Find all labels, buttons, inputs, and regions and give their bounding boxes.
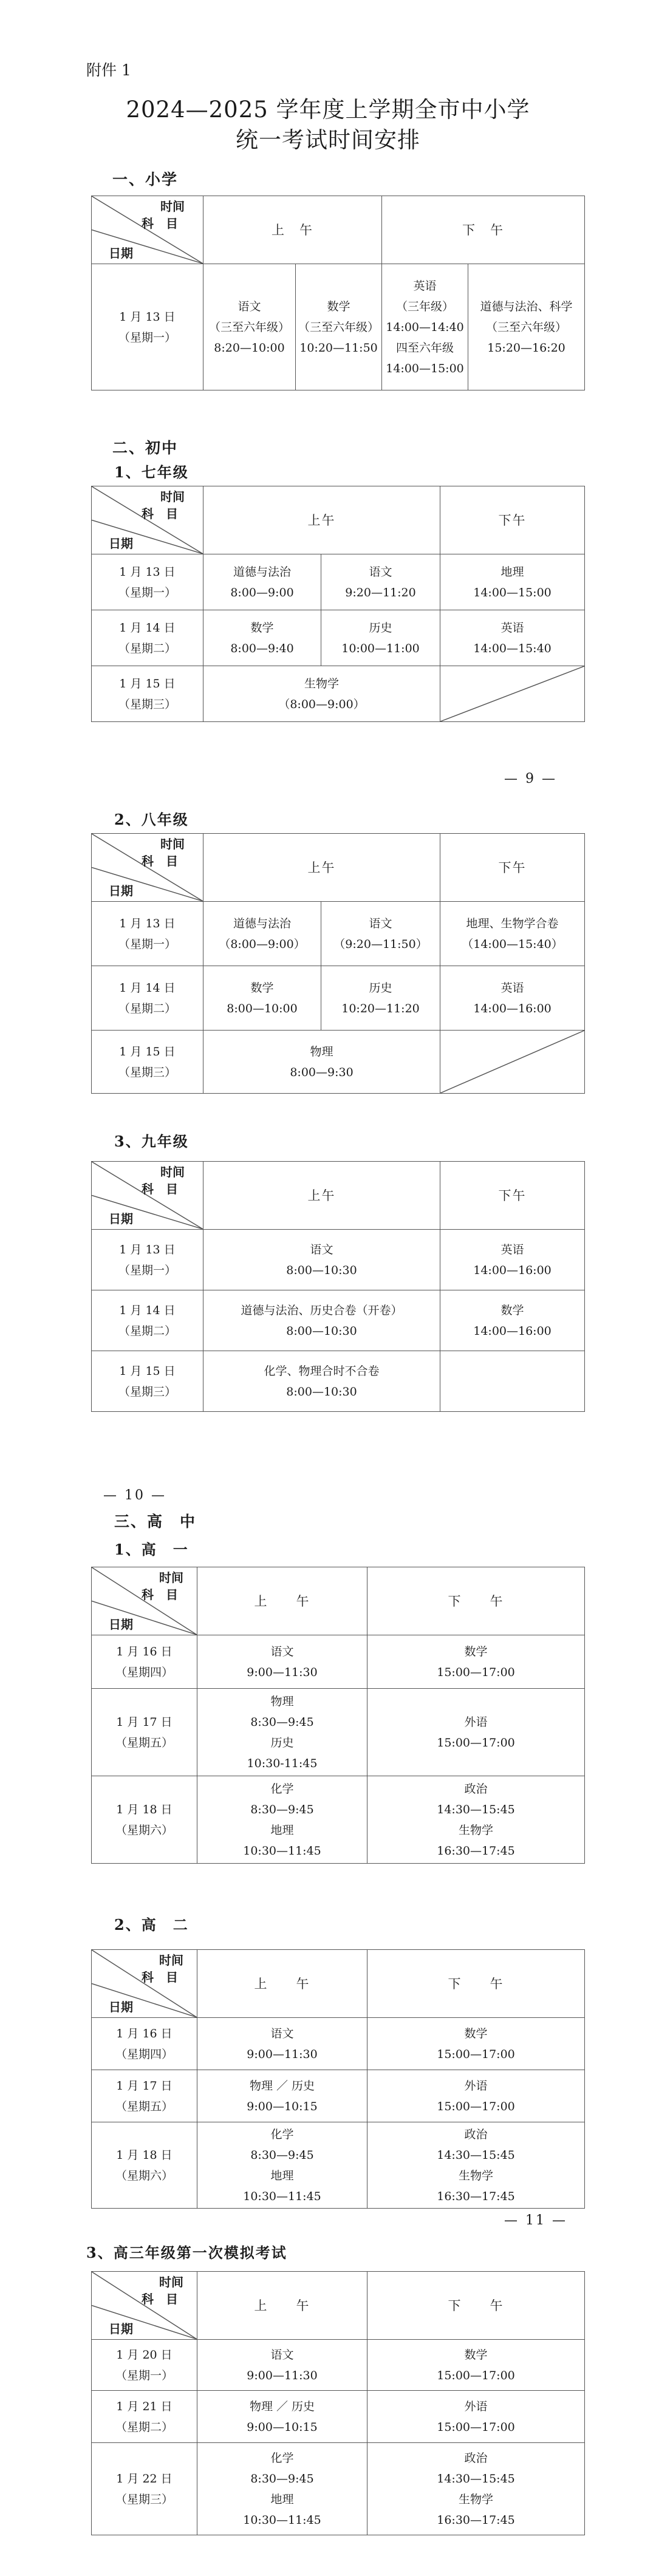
senior1-schedule-table: [91, 1567, 585, 1864]
exam-cell: 语文 （9:20—11:50）: [321, 902, 440, 966]
date-cell: 1 月 15 日 （星期三）: [92, 666, 203, 722]
exam-cell: 数学 14:00—16:00: [440, 1290, 585, 1351]
exam-cell: 生物学 （8:00—9:00）: [203, 666, 440, 722]
header-afternoon: 下午: [440, 834, 585, 902]
section-heading-primary: 一、小学: [112, 171, 179, 188]
exam-cell: 数学 （三至六年级） 10:20—11:50: [296, 264, 382, 390]
exam-cell: 语文 （三至六年级） 8:20—10:00: [203, 264, 296, 390]
date-cell: 1 月 17 日 （星期五）: [92, 2070, 197, 2122]
date-cell: 1 月 13 日 （星期一）: [92, 264, 203, 390]
header-morning: 上 午: [197, 1567, 367, 1635]
exam-cell: 英语 14:00—16:00: [440, 966, 585, 1031]
exam-cell: 物理 ／ 历史 9:00—10:15: [197, 2070, 367, 2122]
subsection-heading-grade9: 3、九年级: [114, 1133, 189, 1150]
empty-slash-cell: [440, 1031, 585, 1094]
grade8-schedule-table: [91, 833, 585, 1094]
exam-cell: 数学 8:00—9:40: [203, 610, 321, 666]
header-morning: 上午: [203, 486, 440, 554]
exam-cell: 数学 15:00—17:00: [367, 2340, 585, 2391]
date-cell: 1 月 21 日 （星期二）: [92, 2391, 197, 2443]
empty-slash-cell: [440, 666, 585, 722]
table-corner: 时间 科 目 日期: [92, 196, 203, 264]
header-morning: 上 午: [197, 1950, 367, 2018]
subsection-heading-senior1: 1、高 一: [114, 1541, 189, 1558]
page-number-9: — 9 —: [504, 771, 557, 786]
header-afternoon: 下 午: [367, 1950, 585, 2018]
exam-cell: 语文 8:00—10:30: [203, 1230, 440, 1290]
header-morning: 上午: [203, 834, 440, 902]
exam-cell: 历史 10:20—11:20: [321, 966, 440, 1031]
primary-schedule-table: [91, 196, 585, 390]
exam-cell: 外语 15:00—17:00: [367, 2070, 585, 2122]
exam-cell: 道德与法治 （8:00—9:00）: [203, 902, 321, 966]
date-cell: 1 月 14 日 （星期二）: [92, 1290, 203, 1351]
empty-cell: [440, 1351, 585, 1412]
grade9-schedule-table: [91, 1161, 585, 1412]
header-morning: 上 午: [197, 2272, 367, 2340]
date-cell: 1 月 16 日 （星期四）: [92, 2018, 197, 2070]
exam-cell: 物理 ／ 历史 9:00—10:15: [197, 2391, 367, 2443]
exam-cell: 道德与法治 8:00—9:00: [203, 554, 321, 610]
section-heading-senior: 三、高 中: [114, 1513, 197, 1530]
exam-cell: 化学、物理合时不合卷 8:00—10:30: [203, 1351, 440, 1412]
header-afternoon: 下 午: [382, 196, 585, 264]
exam-cell: 化学 8:30—9:45 地理 10:30—11:45: [197, 2443, 367, 2535]
header-afternoon: 下 午: [367, 1567, 585, 1635]
date-cell: 1 月 18 日 （星期六）: [92, 1776, 197, 1864]
exam-cell: 政治 14:30—15:45 生物学 16:30—17:45: [367, 1776, 585, 1864]
exam-cell: 英语 14:00—16:00: [440, 1230, 585, 1290]
table-corner: 时间 科 目 日期: [92, 1950, 197, 2018]
exam-cell: 政治 14:30—15:45 生物学 16:30—17:45: [367, 2122, 585, 2209]
exam-cell: 化学 8:30—9:45 地理 10:30—11:45: [197, 1776, 367, 1864]
exam-cell: 数学 15:00—17:00: [367, 2018, 585, 2070]
page-title-line2: 统一考试时间安排: [236, 127, 420, 153]
table-corner: 时间 科 目 日期: [92, 1567, 197, 1635]
attachment-label: 附件 1: [86, 61, 131, 79]
exam-cell: 语文 9:00—11:30: [197, 2340, 367, 2391]
date-cell: 1 月 20 日 （星期一）: [92, 2340, 197, 2391]
exam-cell: 语文 9:00—11:30: [197, 1635, 367, 1689]
page-title-line1: 2024—2025 学年度上学期全市中小学: [126, 97, 530, 123]
exam-cell: 语文 9:00—11:30: [197, 2018, 367, 2070]
header-afternoon: 下 午: [367, 2272, 585, 2340]
table-corner: 时间 科 目 日期: [92, 834, 203, 902]
page-number-11: — 11 —: [504, 2213, 567, 2228]
date-cell: 1 月 13 日 （星期一）: [92, 902, 203, 966]
date-cell: 1 月 16 日 （星期四）: [92, 1635, 197, 1689]
exam-cell: 数学 8:00—10:00: [203, 966, 321, 1031]
senior3-schedule-table: [91, 2271, 585, 2535]
exam-cell: 地理、生物学合卷 （14:00—15:40）: [440, 902, 585, 966]
section-heading-junior: 二、初中: [112, 439, 179, 457]
table-corner: 时间 科 目 日期: [92, 2272, 197, 2340]
date-cell: 1 月 14 日 （星期二）: [92, 610, 203, 666]
exam-cell: 地理 14:00—15:00: [440, 554, 585, 610]
table-corner: 时间 科 目 日期: [92, 486, 203, 554]
exam-cell: 英语 14:00—15:40: [440, 610, 585, 666]
header-afternoon: 下午: [440, 1162, 585, 1230]
page-number-10: — 10 —: [103, 1488, 166, 1503]
header-morning: 上 午: [203, 196, 382, 264]
date-cell: 1 月 15 日 （星期三）: [92, 1351, 203, 1412]
date-cell: 1 月 13 日 （星期一）: [92, 1230, 203, 1290]
exam-cell: 道德与法治、历史合卷（开卷） 8:00—10:30: [203, 1290, 440, 1351]
exam-cell: 外语 15:00—17:00: [367, 1689, 585, 1776]
date-cell: 1 月 15 日 （星期三）: [92, 1031, 203, 1094]
exam-cell: 语文 9:20—11:20: [321, 554, 440, 610]
exam-cell: 物理 8:30—9:45 历史 10:30-11:45: [197, 1689, 367, 1776]
exam-cell: 化学 8:30—9:45 地理 10:30—11:45: [197, 2122, 367, 2209]
senior2-schedule-table: [91, 1949, 585, 2209]
subsection-heading-senior3: 3、高三年级第一次模拟考试: [86, 2244, 287, 2261]
date-cell: 1 月 14 日 （星期二）: [92, 966, 203, 1031]
grade7-schedule-table: [91, 486, 585, 722]
exam-cell: 英语 （三年级） 14:00—14:40 四至六年级 14:00—15:00: [382, 264, 468, 390]
exam-cell: 数学 15:00—17:00: [367, 1635, 585, 1689]
header-morning: 上午: [203, 1162, 440, 1230]
date-cell: 1 月 17 日 （星期五）: [92, 1689, 197, 1776]
exam-cell: 政治 14:30—15:45 生物学 16:30—17:45: [367, 2443, 585, 2535]
header-afternoon: 下午: [440, 486, 585, 554]
date-cell: 1 月 18 日 （星期六）: [92, 2122, 197, 2209]
exam-cell: 道德与法治、科学 （三至六年级） 15:20—16:20: [468, 264, 585, 390]
date-cell: 1 月 22 日 （星期三）: [92, 2443, 197, 2535]
subsection-heading-grade8: 2、八年级: [114, 811, 189, 828]
table-corner: 时间 科 目 日期: [92, 1162, 203, 1230]
date-cell: 1 月 13 日 （星期一）: [92, 554, 203, 610]
exam-cell: 历史 10:00—11:00: [321, 610, 440, 666]
subsection-heading-senior2: 2、高 二: [114, 1916, 189, 1934]
exam-cell: 物理 8:00—9:30: [203, 1031, 440, 1094]
exam-cell: 外语 15:00—17:00: [367, 2391, 585, 2443]
subsection-heading-grade7: 1、七年级: [114, 463, 189, 481]
